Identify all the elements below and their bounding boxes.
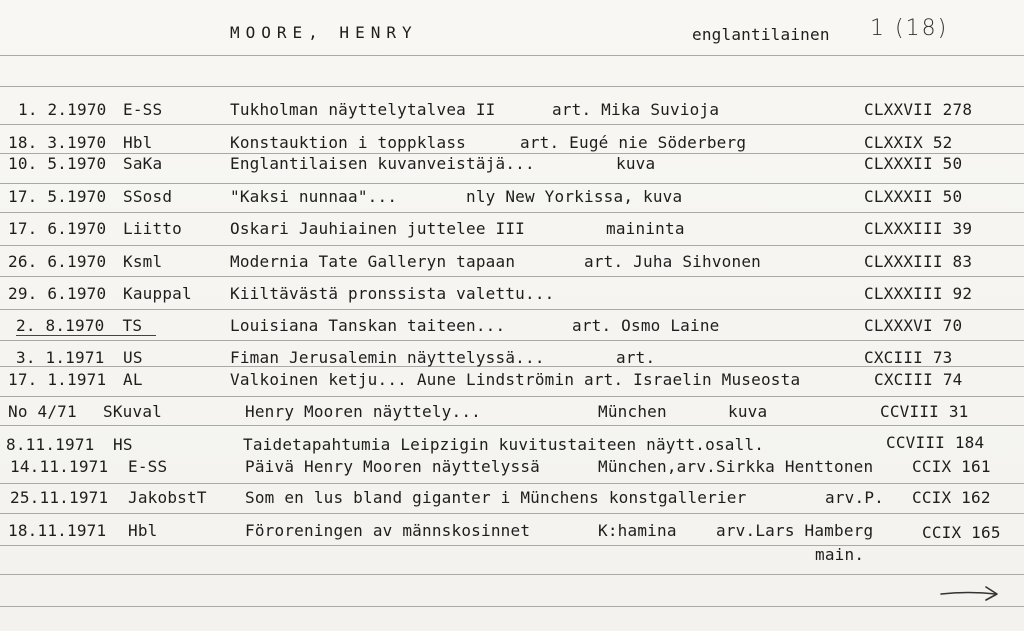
entry-title: "Kaksi nunnaa"... <box>230 187 398 206</box>
entry-ref: CLXXXIII 39 <box>864 219 973 238</box>
entry-date: 3. 1.1971 <box>16 348 105 367</box>
entry-title: Fiman Jerusalemin näyttelyssä... <box>230 348 545 367</box>
entry-ref: CLXXXII 50 <box>864 154 963 173</box>
continue-arrow-icon <box>938 582 1002 604</box>
entry-date: 14.11.1971 <box>10 457 109 476</box>
entry-note: München <box>598 402 667 421</box>
rule <box>0 124 1024 125</box>
entry-title: Louisiana Tanskan taiteen... <box>230 316 506 335</box>
entry-ref: CCIX 162 <box>912 488 991 507</box>
rule <box>0 396 1024 397</box>
entry-title: Päivä Henry Mooren näyttelyssä <box>245 457 540 476</box>
entry-extra: main. <box>815 545 865 564</box>
entry-title: Konstauktion i toppklass <box>230 133 466 152</box>
entry-note: arv.P. <box>825 488 884 507</box>
entry-date: 17. 6.1970 <box>8 219 107 238</box>
entry-date: 2. 8.1970 <box>16 316 105 335</box>
entry-note-2: arv.Lars Hamberg <box>716 521 874 540</box>
entry-source: Liitto <box>123 219 182 238</box>
entry-title: Modernia Tate Galleryn tapaan <box>230 252 516 271</box>
entry-note-2: kuva <box>728 402 768 421</box>
entry-source: Hbl <box>128 521 158 540</box>
entry-source: Hbl <box>123 133 153 152</box>
entry-title: Som en lus bland giganter i Münchens konstgallerier <box>245 488 747 507</box>
entry-source: Ksml <box>123 252 163 271</box>
person-name: MOORE, HENRY <box>230 23 418 42</box>
entry-title: Englantilaisen kuvanveistäjä... <box>230 154 535 173</box>
entry-ref: CLXXVII 278 <box>864 100 973 119</box>
entry-source: SKuval <box>103 402 162 421</box>
entry-date: 18. 3.1970 <box>8 133 107 152</box>
entry-ref: CLXXIX 52 <box>864 133 953 152</box>
entry-ref: CLXXXII 50 <box>864 187 963 206</box>
entry-ref: CCIX 165 <box>922 523 1001 542</box>
card-number-handwritten: 1 (18) <box>870 16 949 41</box>
entry-source: SaKa <box>123 154 163 173</box>
rule <box>0 340 1024 341</box>
entry-note: art. <box>616 348 656 367</box>
entry-title: Valkoinen ketju... Aune Lindströmin art. Israelin Museosta <box>230 370 801 389</box>
entry-ref: CCVIII 31 <box>880 402 969 421</box>
entry-source: TS <box>122 316 143 335</box>
entry-source: HS <box>113 435 133 454</box>
entry-date: 18.11.1971 <box>8 521 107 540</box>
entry-note: art. Juha Sihvonen <box>584 252 761 271</box>
entry-title: Taidetapahtumia Leipzigin kuvitustaiteen näytt.osall. <box>243 435 765 454</box>
entry-note: art. Eugé nie Söderberg <box>520 133 747 152</box>
entry-title: Henry Mooren näyttely... <box>245 402 481 421</box>
rule <box>0 483 1024 484</box>
entry-ref: CXCIII 73 <box>864 348 953 367</box>
entry-source: Kauppal <box>123 284 192 303</box>
entry-note: maininta <box>606 219 685 238</box>
entry-source: E-SS <box>128 457 168 476</box>
rule <box>0 183 1024 184</box>
rule <box>0 574 1024 575</box>
entry-note: München,arv.Sirkka Henttonen <box>598 457 874 476</box>
entry-ref: CLXXXIII 83 <box>864 252 973 271</box>
rule <box>0 245 1024 246</box>
rule <box>0 425 1024 426</box>
entry-date: 8.11.1971 <box>6 435 95 454</box>
entry-title: Kiiltävästä pronssista valettu... <box>230 284 555 303</box>
entry-note: nly New Yorkissa, kuva <box>466 187 683 206</box>
entry-date-source-underlined <box>16 317 156 336</box>
entry-date: 1. 2.1970 <box>18 100 107 119</box>
rule <box>0 276 1024 277</box>
entry-date: 25.11.1971 <box>10 488 109 507</box>
rule <box>0 545 1024 546</box>
rule <box>0 212 1024 213</box>
entry-note: art. Osmo Laine <box>572 316 720 335</box>
entry-date: 10. 5.1970 <box>8 154 107 173</box>
entry-ref: CLXXXVI 70 <box>864 316 963 335</box>
rule <box>0 606 1024 607</box>
entry-note: kuva <box>616 154 656 173</box>
entry-date: 17. 5.1970 <box>8 187 107 206</box>
entry-ref: CCVIII 184 <box>886 433 985 452</box>
entry-date: 29. 6.1970 <box>8 284 107 303</box>
entry-title: Föroreningen av männskosinnet <box>245 521 531 540</box>
entry-source: JakobstT <box>128 488 207 507</box>
rule <box>0 86 1024 87</box>
entry-date: 26. 6.1970 <box>8 252 107 271</box>
entry-ref: CXCIII 74 <box>874 370 963 389</box>
entry-source: SSosd <box>123 187 173 206</box>
entry-title: Oskari Jauhiainen juttelee III <box>230 219 525 238</box>
entry-ref: CLXXXIII 92 <box>864 284 973 303</box>
rule <box>0 309 1024 310</box>
nationality: englantilainen <box>692 25 830 44</box>
entry-note: art. Mika Suvioja <box>552 100 720 119</box>
entry-source: US <box>123 348 143 367</box>
entry-date: 17. 1.1971 <box>8 370 107 389</box>
header-rule <box>0 55 1024 56</box>
entry-source: E-SS <box>123 100 163 119</box>
entry-note: K:hamina <box>598 521 677 540</box>
entry-source: AL <box>123 370 143 389</box>
entry-ref: CCIX 161 <box>912 457 991 476</box>
entry-title: Tukholman näyttelytalvea II <box>230 100 496 119</box>
entry-date: No 4/71 <box>8 402 77 421</box>
rule <box>0 513 1024 514</box>
